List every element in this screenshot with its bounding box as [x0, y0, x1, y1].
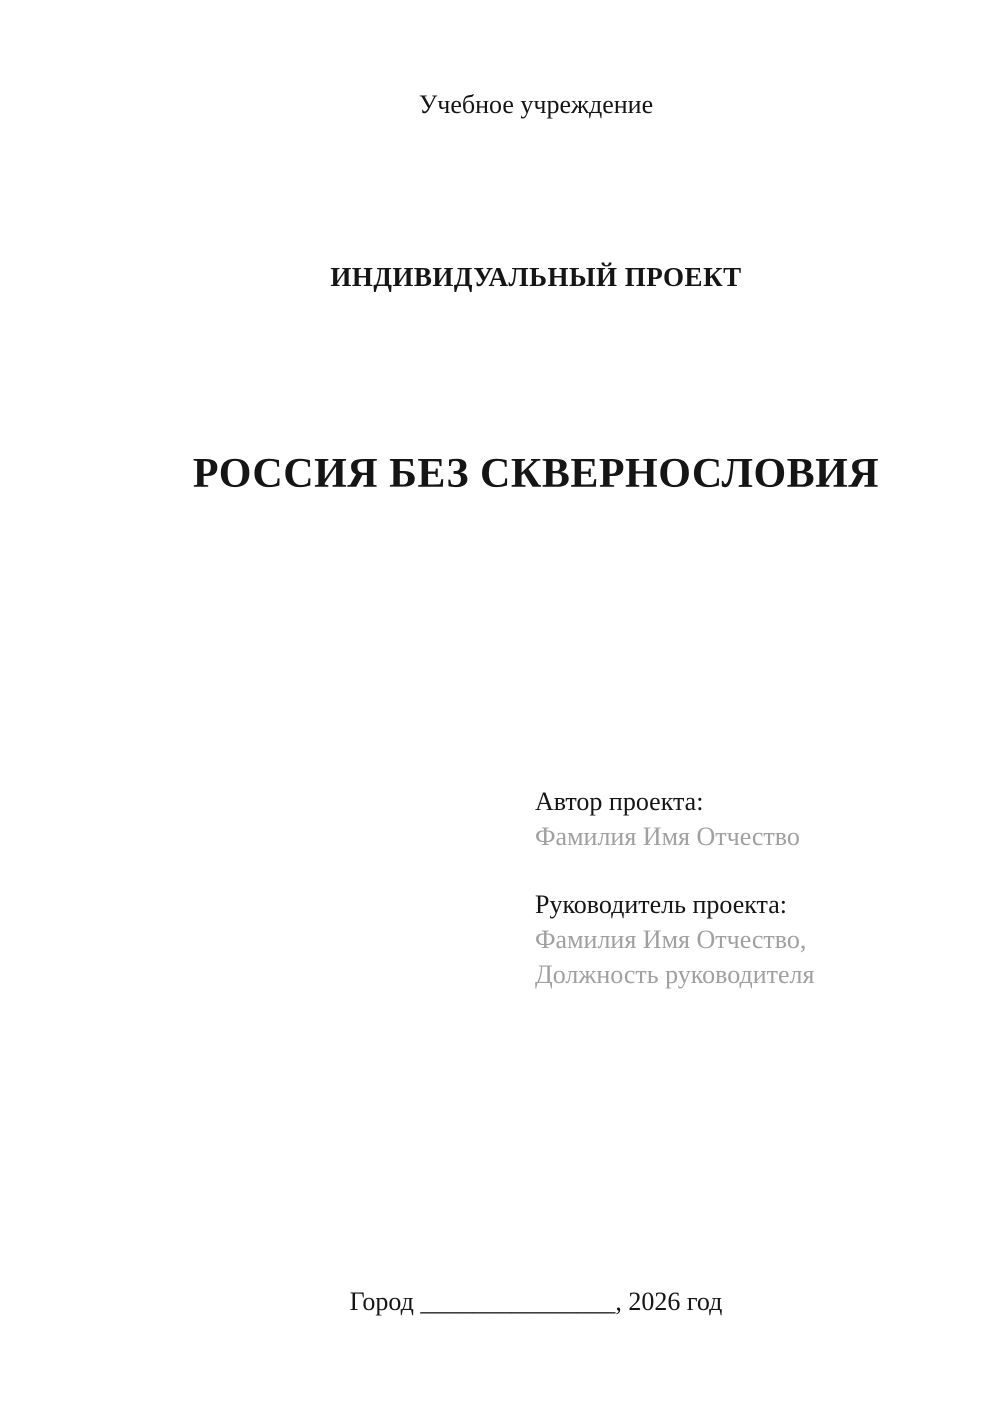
- supervisor-block: [535, 887, 814, 992]
- project-type-heading: ИНДИВИДУАЛЬНЫЙ ПРОЕКТ: [330, 262, 742, 292]
- institution-name: Учебное учреждение: [418, 90, 654, 119]
- supervisor-name-placeholder: Фамилия Имя Отчество,: [535, 925, 807, 954]
- supervisor-label: Руководитель проекта:: [535, 890, 788, 919]
- author-block: [535, 784, 800, 854]
- supervisor-position-placeholder: Должность руководителя: [535, 960, 815, 989]
- project-title: РОССИЯ БЕЗ СКВЕРНОСЛОВИЯ: [192, 451, 880, 497]
- city-year-line: Город _______________, 2026 год: [349, 1287, 723, 1316]
- author-name-placeholder: Фамилия Имя Отчество: [535, 822, 800, 851]
- author-label: Автор проекта:: [535, 787, 704, 816]
